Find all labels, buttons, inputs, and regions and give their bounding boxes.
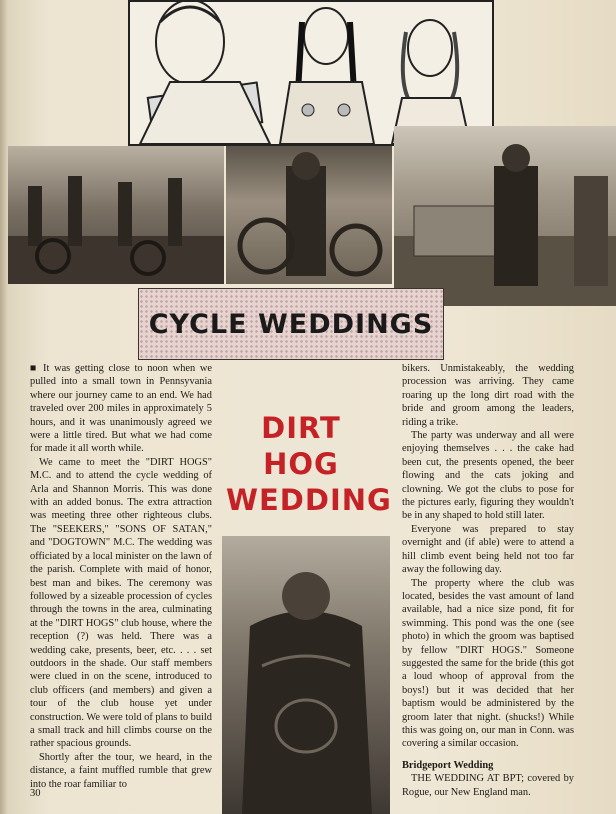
paragraph: We came to meet the "DIRT HOGS" M.C. and to attend the cycle wedding of Arla and Shannon Morris. This was done with an added bonus. The extra attraction was meeting three other righteous clubs. The "SEEKERS," "SONS OF SATAN," and "DOGTOWN" M.C. The wedding was officiated by a local minister on the lawn of the parish. Complete with maid of honor, best man and bikes. The ceremony was followed by a sizeable procession of cycles through the towns in the area, culminating at the "DIRT HOGS" club house, where the reception (?) was held. There was a wedding cake, presents, beer, etc. . . . set outdoors in the shade. Our staff members were clued in on the scene, introduced to club officers (and members) and given a tour of the club house yet under construction. We were told of plans to build a small track and hill climbs course on the rather spacious grounds.	[30, 456, 212, 750]
paragraph: THE WEDDING AT BPT; covered by Rogue, our New England man.	[402, 773, 574, 798]
cartoon-illustration	[128, 0, 494, 146]
article-column-3	[402, 362, 574, 799]
photo-biker-vest	[222, 536, 390, 814]
photo-bikers-group	[8, 146, 224, 284]
headline-line: HOG	[263, 447, 339, 481]
headline-line: WEDDING	[226, 483, 392, 517]
photo-shapes	[222, 536, 390, 814]
article-column-1	[30, 362, 212, 791]
paragraph: The party was underway and all were enjoying themselves . . . the cake had been cut, the presents opened, the beer flowing and the cats joking and clowning. We got the clubs to pose for the pictures early, figuring they wouldn't be in any shaped to hold still later.	[402, 430, 574, 522]
paragraph: Shortly after the tour, we heard, in the distance, a faint muffled rumble that grew into the roar familiar to	[30, 751, 212, 790]
section-title-banner	[138, 288, 444, 360]
page-gutter-shadow	[0, 0, 8, 814]
photo-rider-woods	[226, 146, 392, 284]
subheading: Bridgeport Wedding	[402, 759, 494, 771]
headline-line: DIRT	[261, 411, 341, 445]
photo-shapes	[394, 126, 616, 306]
article-headline	[226, 410, 392, 518]
section-title: CYCLE WEDDINGS	[148, 308, 434, 340]
page-number: 30	[30, 788, 41, 799]
paragraph: Everyone was prepared to stay overnight and (if able) were to attend a hill climb event being held not too far away the following day.	[402, 523, 574, 576]
photo-shapes	[8, 146, 224, 284]
illustration-art	[130, 2, 492, 144]
photo-shapes	[226, 146, 392, 284]
paragraph: The property where the club was located, besides the vast amount of land available, had a nice size pond, fit for swimming. This pond was the one (see photo) in which the groom was baptised by fellow "DIRT HOGS." Someone suggested the same for the bride (this got a loud whoop of approval from the boys!) but it was decided that her baptism would be administered by the groom later that night. (shucks!) While this was going on, our man in Conn. was covering a similar occasion.	[402, 577, 574, 750]
photo-man-with-car	[394, 126, 616, 306]
paragraph: ■ It was getting close to noon when we pulled into a small town in Pennsyvania where our journey came to an end. We had traveled over 200 miles in approximately 5 hours, and it was unanimously agreed we were a little tired. But what we had come for made it all worth while.	[30, 363, 212, 455]
paragraph: bikers. Unmistakeably, the wedding procession was arriving. They came roaring up the long dirt road with the bride and groom among the leaders, riding a trike.	[402, 363, 574, 428]
